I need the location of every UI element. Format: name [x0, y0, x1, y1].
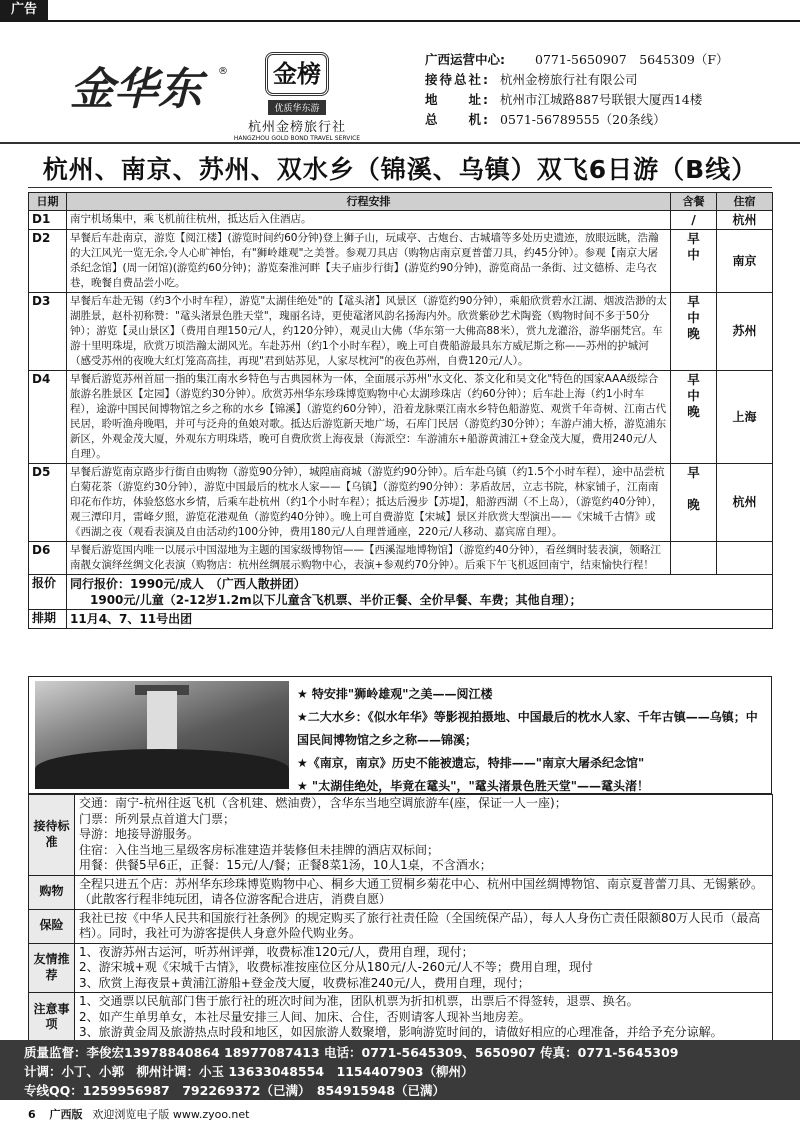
itinerary-row: [29, 230, 773, 293]
itinerary-row: [29, 542, 773, 575]
contact-key: 广西运营中心:: [425, 52, 505, 67]
day-hotel: 杭州: [717, 211, 773, 230]
day-label: D2: [29, 230, 67, 293]
info-line: 3、欣赏上海夜景+黄浦江游船+登金茂大厦，收费标准240元/人，费用自理，现付；: [79, 975, 530, 990]
brand-ribbon: 优质华东游: [268, 100, 325, 115]
info-row: [29, 943, 773, 993]
brand-name: 杭州金榜旅行社: [247, 120, 346, 135]
info-key: 接待标准: [29, 795, 75, 876]
itinerary-row: [29, 293, 773, 371]
contact-row: [425, 70, 795, 90]
highlight-item: ★二大水乡：《似水年华》等影视拍摄地、中国最后的枕水人家、千年古镇——乌镇；中国民间博物馆之乡之称——锦溪；: [297, 710, 758, 747]
info-row: [29, 795, 773, 876]
highlight-panel: [28, 676, 772, 794]
highlight-item: ★ 特安排"狮岭雄观"之美——阅江楼: [297, 687, 493, 701]
info-line: 用餐：供餐5早6正，正餐：15元/人/餐；正餐8菜1汤，10人1桌，不含酒水；: [79, 858, 492, 872]
info-value: [75, 943, 773, 993]
registered-mark: ®: [218, 66, 228, 77]
col-date: 日期: [29, 193, 67, 211]
day-plan: 早餐后游览苏州首屈一指的集江南水乡特色与古典园林为一体，全面展示苏州"水文化、茶文化和吴文化"特色的国家AAA级综合旅游名胜景区【定园】（游览约30分钟）。欣赏苏州华东珍珠博览购物中心太湖珍珠店（约60分钟）；后车赴上海（约1小时车程），途游中国民间博物馆之乡之称的水乡【锦溪】（游览约60分钟），沿着龙脉栗江南水乡特色船游览、观赏千年奇树、江南古代民居，聆听渔舟晚唱，并可与泛舟的鱼娘对歌。抵达后游览新天地广场，石库门民居（游览约30分钟）；车游卢浦大桥，游览浦东新区，外观金茂大厦，外观东方明珠塔，晚可自费欣赏上海夜景（海派空：车游浦东+船游黄浦江+登金茂大厦，费用240元/人自理）。: [67, 371, 671, 464]
tour-title: 杭州、南京、苏州、双水乡（锦溪、乌镇）双飞6日游（B线）: [42, 155, 758, 184]
info-key: 友情推荐: [29, 943, 75, 993]
price-child: 1900元/儿童（2-12岁1.2m以下儿童含飞机票、半价正餐、全价早餐、车费；其他自理）；: [90, 593, 582, 607]
day-label: D4: [29, 371, 67, 464]
day-meals: 早 晚: [671, 464, 717, 542]
photo-tower-shape: [147, 691, 177, 751]
contact-value: 0771-5650907 5645309（F）: [535, 52, 729, 67]
info-value: [75, 795, 773, 876]
brand-logo-jinhuadong: [70, 60, 228, 120]
contact-key: 总 机:: [425, 112, 490, 127]
info-line: 住宿：入住当地三星级客房标准建造并装修但未挂牌的酒店双标间；: [79, 842, 440, 857]
contact-value: 杭州金榜旅行社有限公司: [500, 72, 638, 87]
title-divider: [28, 187, 772, 188]
day-hotel: 杭州: [717, 464, 773, 542]
contact-row: [425, 50, 795, 70]
contact-key: 接待总社:: [425, 72, 490, 87]
contact-value: 杭州市江城路887号联银大厦西14楼: [500, 92, 703, 107]
day-hotel: 上海: [717, 371, 773, 464]
day-hotel: 苏州: [717, 293, 773, 371]
col-hotel: 住宿: [717, 193, 773, 211]
ad-tag: 广告: [0, 0, 48, 20]
info-line: 门票：所列景点首道大门票；: [79, 811, 236, 826]
info-value: [75, 909, 773, 943]
contact-block: [425, 50, 795, 130]
col-plan: 行程安排: [67, 193, 671, 211]
itinerary-row: [29, 464, 773, 542]
highlight-item: ★《南京，南京》历史不能被遗忘，特排——"南京大屠杀纪念馆": [297, 756, 645, 770]
schedule-dates: 11月4、7、11号出团: [67, 610, 773, 629]
page-footer: [28, 1106, 249, 1122]
header-divider: [0, 142, 800, 144]
day-label: D5: [29, 464, 67, 542]
info-row: [29, 909, 773, 943]
schedule-label: 排期: [29, 610, 67, 629]
contact-value: 0571-56789555（20条线）: [500, 112, 666, 127]
info-value: [75, 993, 773, 1043]
day-hotel: 南京: [717, 230, 773, 293]
brand-name-en: HANGZHOU GOLD BOND TRAVEL SERVICE: [233, 135, 361, 142]
info-line: 3、旅游黄金周及旅游热点时段和地区，如因旅游人数聚增，影响游览时间的，请做好相应的心理准备，并给予充分谅解。: [79, 1025, 723, 1039]
contact-row: [425, 110, 795, 130]
day-hotel: [717, 542, 773, 575]
day-plan: 早餐后车赴无锡（约3个小时车程），游览"太湖佳绝处"的【鼋头渚】风景区（游览约90分钟），乘船欣赏碧水江湖、烟波浩渺的太湖胜景，赵朴初称赞："鼋头渚景色胜天堂"，瑰丽名诗，更使鼋渚风韵名扬海内外。欣赏紫砂艺术陶瓷（购物时间不多于50分钟）；游览【灵山景区】（费用自理150元/人，约120分钟），观灵山大佛（华东第一大佛高88米），赏九龙灌浴，游华丽梵宫。车游十里明珠堤，欣赏万顷浩瀚太湖风光。车赴苏州（约1个小时车程），晚上可自费船游最具东方威尼斯之称——苏州的护城河（感受苏州的夜晚大红灯笼高高挂，再现"君到姑苏见，人家尽枕河"的夜色苏州，自费120元/人）。: [67, 293, 671, 371]
day-meals: 早 中: [671, 230, 717, 293]
day-meals: [671, 542, 717, 575]
info-key: 购物: [29, 875, 75, 909]
price-row: [29, 575, 773, 610]
day-plan: 早餐后游览国内唯一以展示中国湿地为主题的国家级博物馆——【西溪湿地博物馆】（游览约40分钟），看丝绸时装表演，领略江南靓女演绎丝绸文化表演（购物店：杭州丝绸展示购物中心，表演+参观约70分钟）。后乘下午飞机返回南宁，结束愉快行程！: [67, 542, 671, 575]
info-line: 1、交通票以民航部门售于旅行社的班次时间为准，团队机票为折扣机票，出票后不得签转，退票、换名。: [79, 994, 639, 1008]
brand-logo-text: 金华东: [70, 64, 202, 115]
page-number: 6: [28, 1108, 36, 1121]
info-value: [75, 875, 773, 909]
footer-line: 计调：小丁、小郭 柳州计调：小玉 13633048554 1154407903（柳州）: [24, 1064, 474, 1079]
photo-trees-shape: [35, 749, 289, 789]
footer-line: 专线QQ：1259956987 792269372（已满） 854915948（已满）: [24, 1083, 446, 1098]
day-label: D3: [29, 293, 67, 371]
info-line: 导游：地接导游服务。: [79, 827, 200, 841]
yuejiang-tower-photo: [35, 681, 289, 789]
brand-logo-jinbang: [232, 52, 362, 142]
day-meals: 早 中 晚: [671, 293, 717, 371]
info-line: 2、游宋城+观《宋城千古情》，收费标准按座位区分从180元/人-260元/人不等；费用自理，现付: [79, 960, 593, 974]
website-slogan[interactable]: 欢迎浏览电子版 www.zyoo.net: [92, 1108, 250, 1121]
price-cell: [67, 575, 773, 610]
info-line: 2、如产生单男单女，本社尽量安排三人间、加床、合住，否则请客人现补当地房差。: [79, 1009, 531, 1024]
itinerary-header: [29, 193, 773, 211]
info-line: 我社已按《中华人民共和国旅行社条例》的规定购买了旅行社责任险（全国统保产品），每人人身伤亡责任限额80万人民币（最高档）。同时，我社可为游客提供人身意外险代购业务。: [79, 910, 761, 940]
info-key: 保险: [29, 909, 75, 943]
price-adult: 同行报价：1990元/成人 （广西人散拼团）: [70, 577, 306, 591]
highlight-item: ★ "太湖佳绝处，毕竟在鼋头"，"鼋头渚景色胜天堂"——鼋头渚！: [297, 779, 649, 793]
top-rule: [0, 20, 800, 22]
day-label: D1: [29, 211, 67, 230]
day-plan: 早餐后车赴南京，游览【阅江楼】(游览时间约60分钟)登上狮子山，玩咸亭、古炮台、古城墙等多处历史遗迹，放眼远眺，浩瀚的大江风光一览无余,令人心旷神怡，有"狮岭雄观"之美誉。参观刀具店（购物店南京夏普蕾刀具，约45分钟）。参观【南京大屠杀纪念馆】(周一闭馆)(游览约60分钟)；游览秦淮河畔【夫子庙步行街】(游览约90分钟)，游览商品一条街、过文德桥、走乌衣巷，晚餐自费品尝小吃。: [67, 230, 671, 293]
highlight-list: [297, 683, 767, 798]
col-meal: 含餐: [671, 193, 717, 211]
day-plan: 南宁机场集中，乘飞机前往杭州，抵达后入住酒店。: [67, 211, 671, 230]
schedule-row: [29, 610, 773, 629]
itinerary-row: [29, 211, 773, 230]
day-label: D6: [29, 542, 67, 575]
info-line: 1、夜游苏州古运河，听苏州评弹，收费标准120元/人，费用自理，现付；: [79, 944, 474, 959]
price-label: 报价: [29, 575, 67, 610]
info-line: 全程只进五个店：苏州华东珍珠博览购物中心、桐乡大通工贸桐乡菊花中心、杭州中国丝绸博物馆、南京夏普蕾刀具、无锡紫砂。（此散客行程非纯玩团，请各位游客配合进店，消费自愿）: [79, 876, 764, 906]
contact-key: 地 址:: [425, 92, 490, 107]
footer-contact-bar: [0, 1040, 800, 1100]
itinerary-table: [28, 192, 773, 629]
day-plan: 早餐后游览南京路步行街自由购物（游览90分钟），城隍庙商城（游览约90分钟）。后车赴乌镇（约1.5个小时车程），途中品尝杭白菊花茶（游览约30分钟），游览中国最后的枕水人家——【乌镇】（游览约90分钟）：茅盾故居，立志书院，林家铺子，江南南印花布作坊，体验悠悠水乡情，后乘车赴杭州（约1个小时车程）；抵达后漫步【苏堤】，船游西湖（不上岛），（游览约40分钟），观三潭印月，雷峰夕照，游览花港观鱼（游览约40分钟）。晚上可自费游览【宋城】景区并欣赏大型演出——《宋城千古情》或《西湖之夜（观看表演及自由活动约100分钟，费用180元/人自理普通座，220元/人移动、嘉宾席自理）。: [67, 464, 671, 542]
day-meals: 早 中 晚: [671, 371, 717, 464]
footer-line: 质量监督：李俊宏13978840864 18977087413 电话：0771-5645309、5650907 传真：0771-5645309: [24, 1045, 679, 1060]
itinerary-row: [29, 371, 773, 464]
day-meals: /: [671, 211, 717, 230]
contact-row: [425, 90, 795, 110]
service-info-table: [28, 794, 773, 1043]
brand-badge: 金榜: [265, 52, 329, 96]
info-row: [29, 875, 773, 909]
info-key: 注意事项: [29, 993, 75, 1043]
info-row: [29, 993, 773, 1043]
magazine-edition: 广西版: [49, 1108, 83, 1121]
info-line: 交通：南宁-杭州往返飞机（含机建、燃油费），含华东当地空调旅游车(座，保证一人一座)；: [79, 796, 567, 810]
